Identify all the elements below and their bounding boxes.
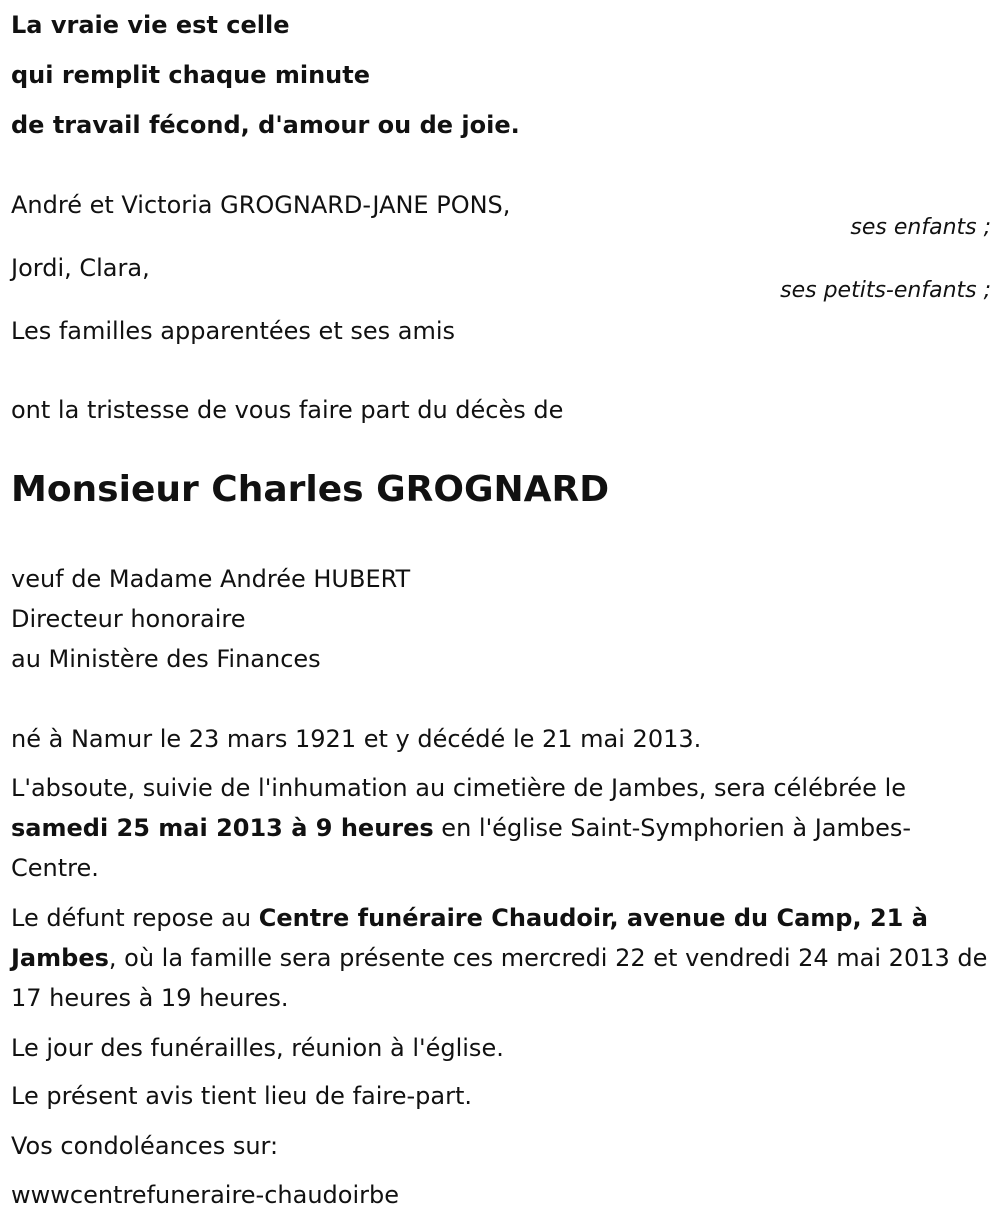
title-line: Directeur honoraire [11,605,246,633]
deceased-name: Monsieur Charles GROGNARD [11,469,610,510]
ceremony-paragraph [11,768,991,888]
quote-line-2: qui remplit chaque minute [11,61,370,89]
ministry-line: au Ministère des Finances [11,645,321,673]
ceremony-intro: L'absoute, suivie de l'inhumation au cimetière de Jambes, sera célébrée le [11,774,906,802]
notice-line: Le présent avis tient lieu de faire-part. [11,1082,473,1110]
condolences-label: Vos condoléances sur: [11,1132,279,1160]
relatives-line: Les familles apparentées et ses amis [11,317,456,345]
ceremony-datetime: samedi 25 mai 2013 à 9 heures [11,814,434,842]
website-link[interactable]: wwwcentrefuneraire-chaudoirbe [11,1181,399,1209]
grandchildren-label: ses petits-enfants ; [780,278,991,303]
grandchildren-names: Jordi, Clara, [11,254,150,282]
widower-line: veuf de Madame Andrée HUBERT [11,565,411,593]
meeting-line: Le jour des funérailles, réunion à l'église. [11,1034,504,1062]
children-label: ses enfants ; [850,215,991,240]
announcement-line: ont la tristesse de vous faire part du décès de [11,396,564,424]
children-names: André et Victoria GROGNARD-JANE PONS, [11,191,511,219]
ceremony-place: en l'église Saint-Symphorien à Jambes-Centre. [11,814,912,882]
repose-intro: Le défunt repose au [11,904,259,932]
repose-location: Centre funéraire Chaudoir, avenue du Camp, 21 à Jambes [11,904,928,972]
repose-paragraph [11,898,991,1018]
quote-line-1: La vraie vie est celle [11,11,290,39]
repose-details: , où la famille sera présente ces mercredi 22 et vendredi 24 mai 2013 de 17 heures à 19 heures. [11,944,988,1012]
birth-death-line: né à Namur le 23 mars 1921 et y décédé le 21 mai 2013. [11,725,702,753]
quote-line-3: de travail fécond, d'amour ou de joie. [11,111,520,139]
